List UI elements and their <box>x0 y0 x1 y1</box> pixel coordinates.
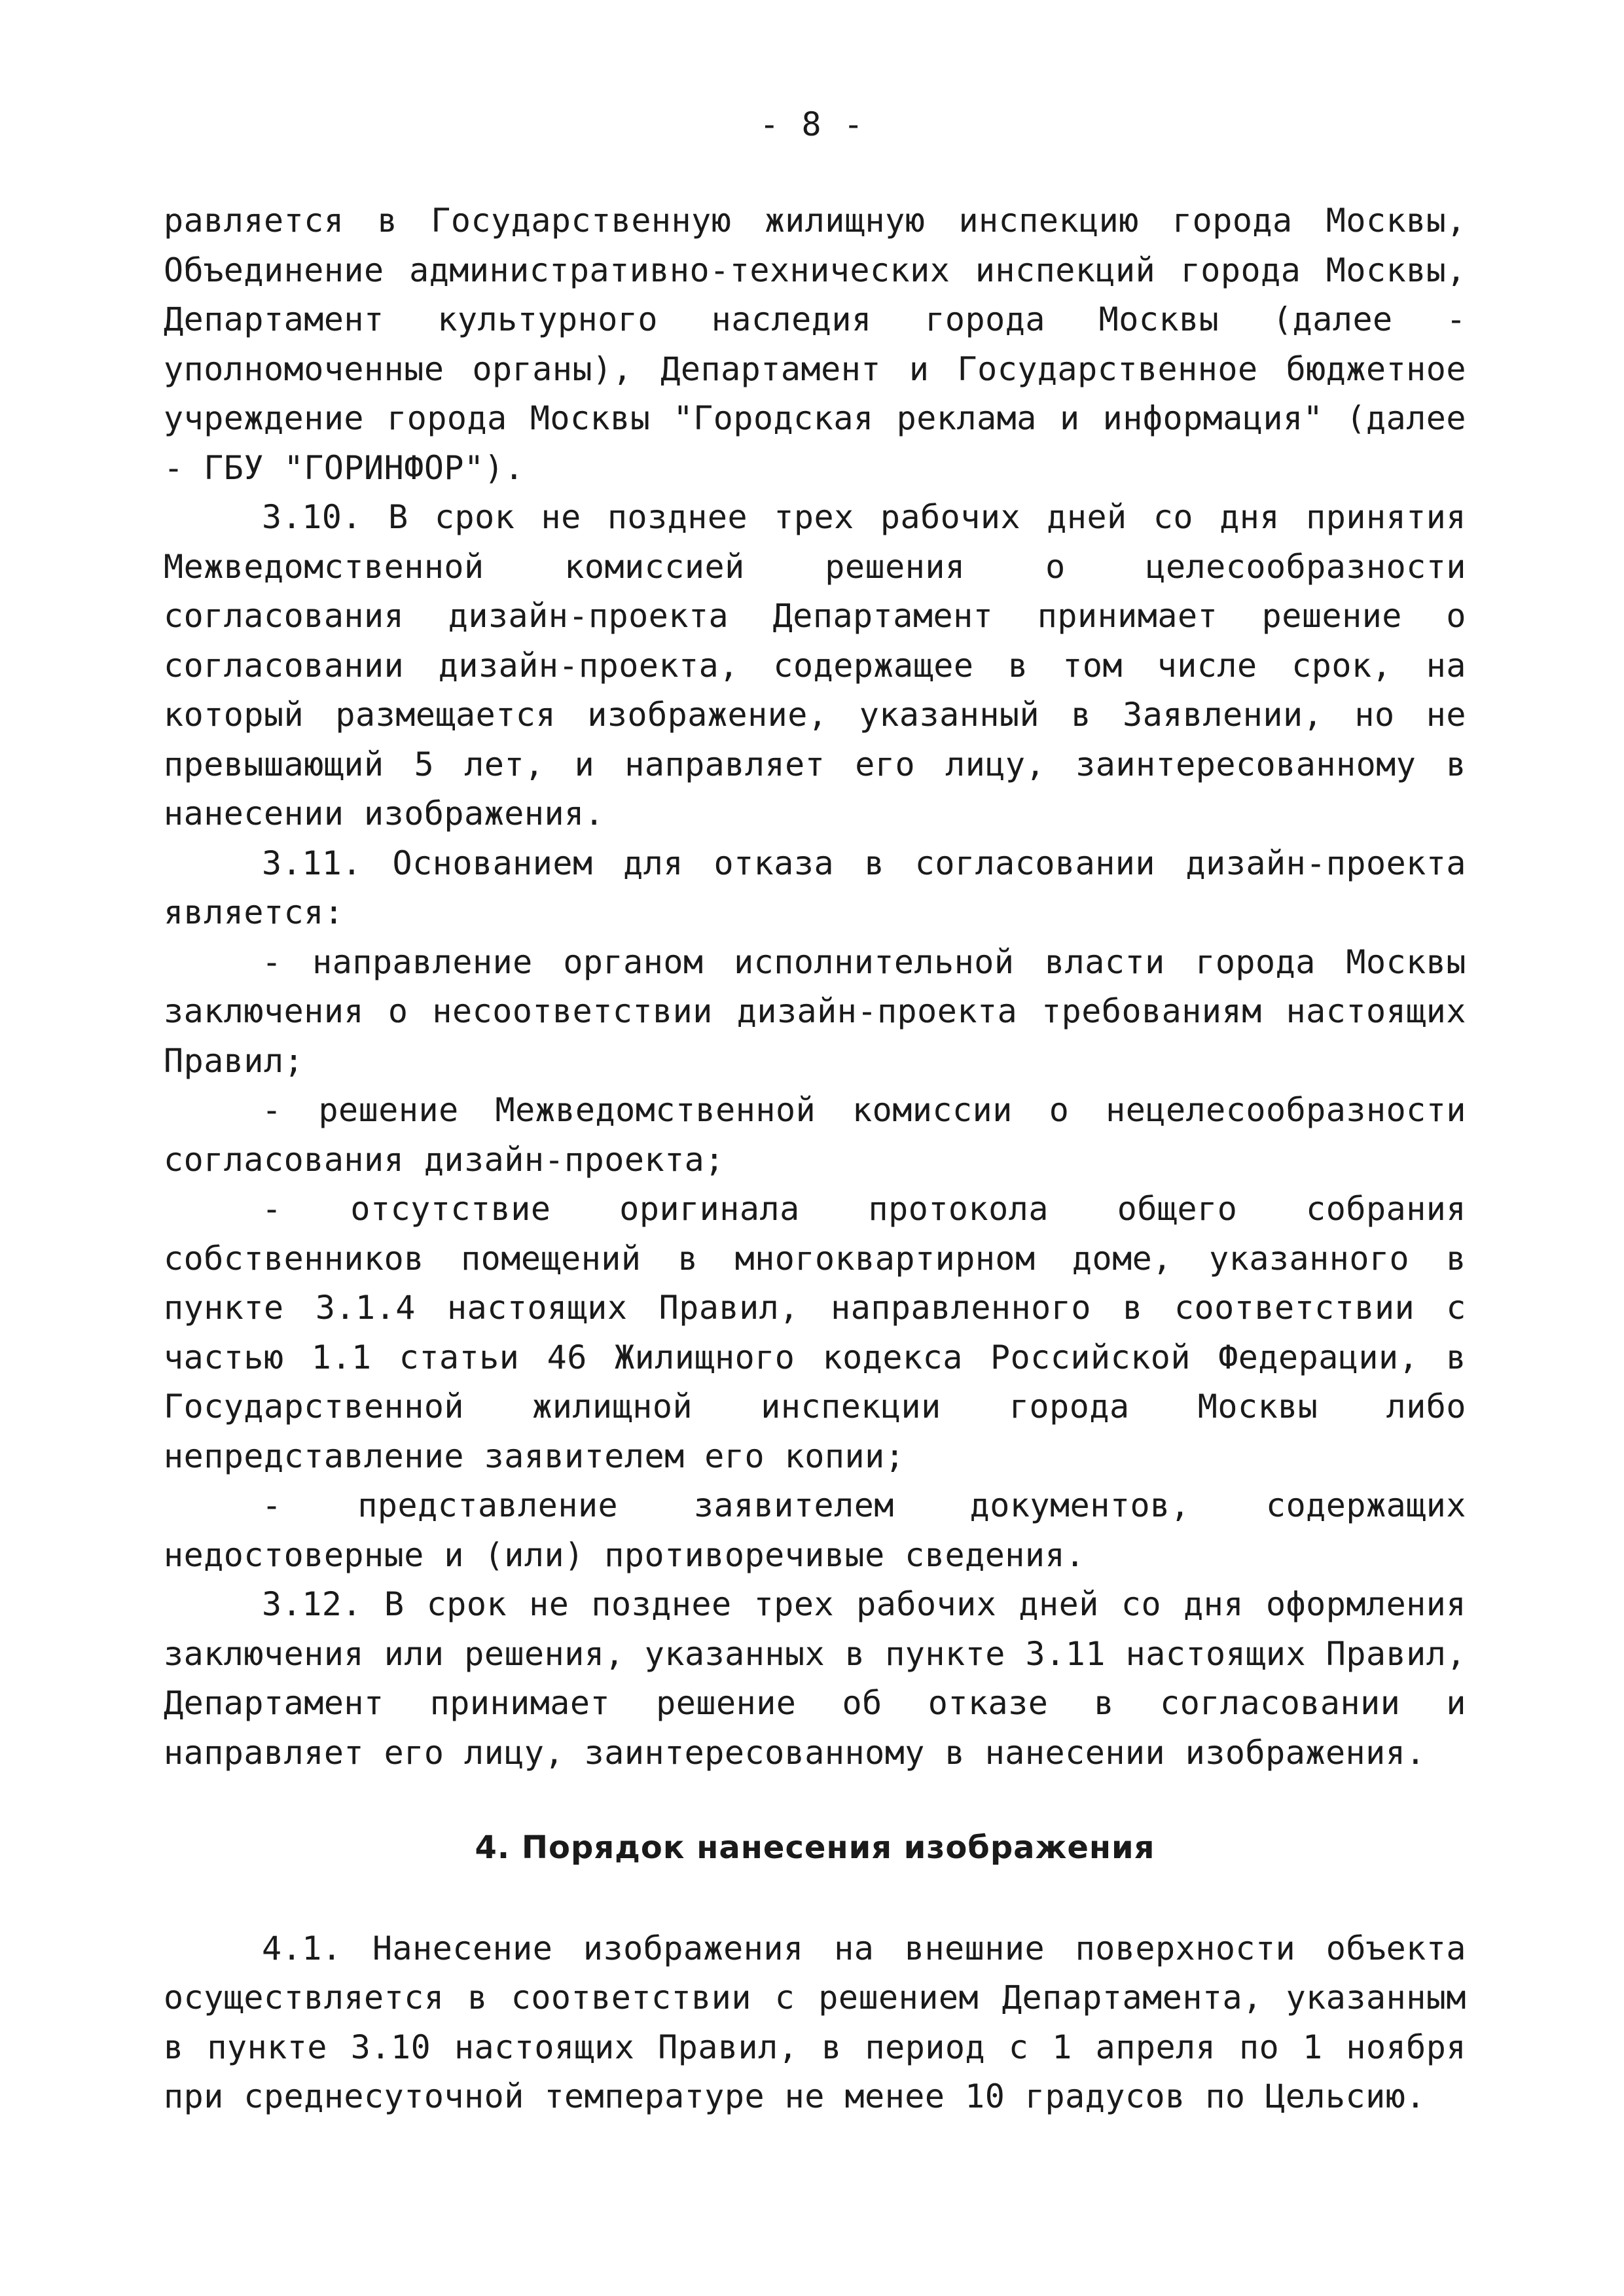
paragraph-3-10: 3.10. В срок не позднее трех рабочих дней со дня принятия Межведомственной комиссией решения о целесообразности согласования дизайн-проекта Департамент принимает решение о согласовании дизайн-проекта, содержащее в том числе срок, на который размещается изображение, указанный в Заявлении, но не превышающий 5 лет, и направляет его лицу, заинтересованному в нанесении изображения. <box>164 498 1466 833</box>
page-number: - 8 - <box>759 105 865 143</box>
list-item-absence: - отсутствие оригинала протокола общего собрания собственников помещений в многоквартирном доме, указанного в пункте 3.1.4 настоящих Правил, направленного в соответствии с частью 1.1 статьи 46 Жилищного кодекса Российской Федерации, в Государственной жилищной инспекции города Москвы либо непредставление заявителем его копии; <box>164 1190 1466 1475</box>
list-item-decision: - решение Межведомственной комиссии о нецелесообразности согласования дизайн-проекта; <box>164 1091 1466 1179</box>
paragraph-4-1: 4.1. Нанесение изображения на внешние поверхности объекта осуществляется в соответствии с решением Департамента, указанным в пункте 3.10 настоящих Правил, в период с 1 апреля по 1 ноября при среднесуточной температуре не менее 10 градусов по Цельсию. <box>164 1929 1466 2115</box>
paragraph-continuation: равляется в Государственную жилищную инспекцию города Москвы, Объединение административно-технических инспекций города Москвы, Департамент культурного наследия города Москвы (далее - уполномоченные органы), Департамент и Государственное бюджетное учреждение города Москвы "Городская реклама и информация" (далее - ГБУ "ГОРИНФОР"). <box>164 202 1466 487</box>
list-item-direction: - направление органом исполнительной власти города Москвы заключения о несоответствии дизайн-проекта требованиям настоящих Правил; <box>164 942 1466 1080</box>
paragraph-3-11: 3.11. Основанием для отказа в согласовании дизайн-проекта является: <box>164 844 1466 931</box>
list-item-false-docs: - представление заявителем документов, содержащих недостоверные и (или) противоречивые сведения. <box>164 1486 1466 1574</box>
document-body <box>164 196 1466 2122</box>
paragraph-3-12: 3.12. В срок не позднее трех рабочих дней со дня оформления заключения или решения, указанных в пункте 3.11 настоящих Правил, Департамент принимает решение об отказе в согласовании и направляет его лицу, заинтересованному в нанесении изображения. <box>164 1585 1466 1772</box>
section-heading: 4. Порядок нанесения изображения <box>475 1829 1155 1866</box>
